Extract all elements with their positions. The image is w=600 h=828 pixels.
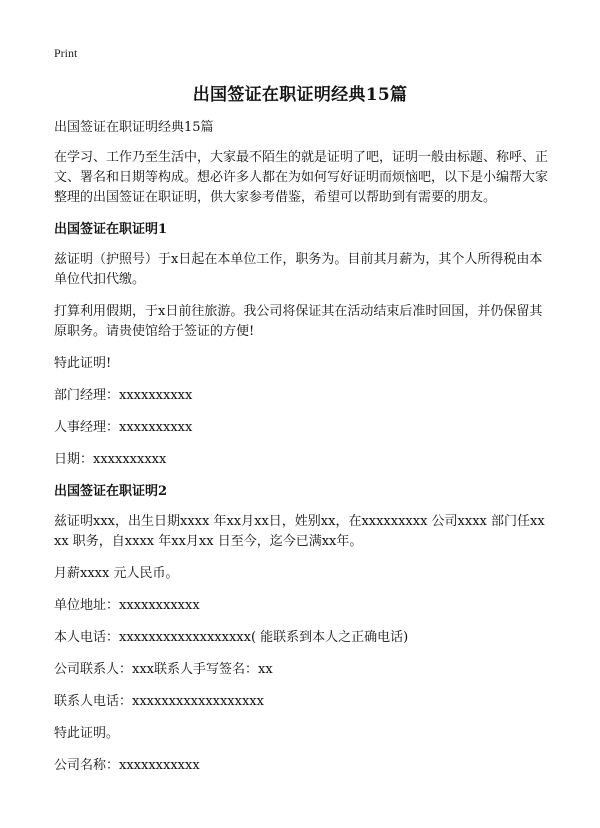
paragraph: 兹证明xxx，出生日期xxxx 年xx月xx日，姓别xx，在xxxxxxxxx 公司xxxx 部门任xxxx 职务，自xxxx 年xx月xx 日至今，迄今已满xx年。	[54, 514, 545, 549]
paragraph: 部门经理：xxxxxxxxxx	[54, 388, 193, 403]
paragraph: 单位地址：xxxxxxxxxxx	[54, 598, 200, 613]
paragraph: 本人电话：xxxxxxxxxxxxxxxxxx( 能联系到本人之正确电话)	[54, 630, 409, 645]
paragraph: 公司联系人：xxx联系人手写签名：xx	[54, 662, 273, 677]
paragraph: 特此证明。	[54, 726, 120, 741]
paragraph: 公司名称：xxxxxxxxxxx	[54, 758, 200, 773]
section-2	[54, 482, 550, 776]
document-body	[54, 118, 550, 788]
paragraph: 打算利用假期，于x日前往旅游。我公司将保证其在活动结束后准时回国，并仍保留其原职务。请贵使馆给于签证的方便!	[54, 304, 543, 339]
section-1	[54, 220, 550, 470]
document-subtitle: 出国签证在职证明经典15篇	[54, 120, 214, 135]
paragraph: 月薪xxxx 元人民币。	[54, 566, 179, 581]
intro-paragraph: 在学习、工作乃至生活中，大家最不陌生的就是证明了吧，证明一般由标题、称呼、正文、署名和日期等构成。想必许多人都在为如何写好证明而烦恼吧，以下是小编帮大家整理的出国签证在职证明，供大家参考借鉴，希望可以帮助到有需要的朋友。	[54, 150, 549, 205]
paragraph: 特此证明!	[54, 356, 112, 371]
paragraph: 兹证明（护照号）于x日起在本单位工作，职务为。目前其月薪为，其个人所得税由本单位代扣代缴。	[54, 252, 543, 287]
section-heading: 出国签证在职证明2	[54, 484, 168, 499]
page-title: 出国签证在职证明经典15篇	[192, 85, 408, 105]
print-link[interactable]: Print	[54, 46, 78, 60]
paragraph: 日期：xxxxxxxxxx	[54, 452, 167, 467]
section-heading: 出国签证在职证明1	[54, 222, 168, 237]
paragraph: 联系人电话：xxxxxxxxxxxxxxxxxx	[54, 694, 264, 709]
paragraph: 人事经理：xxxxxxxxxx	[54, 420, 193, 435]
